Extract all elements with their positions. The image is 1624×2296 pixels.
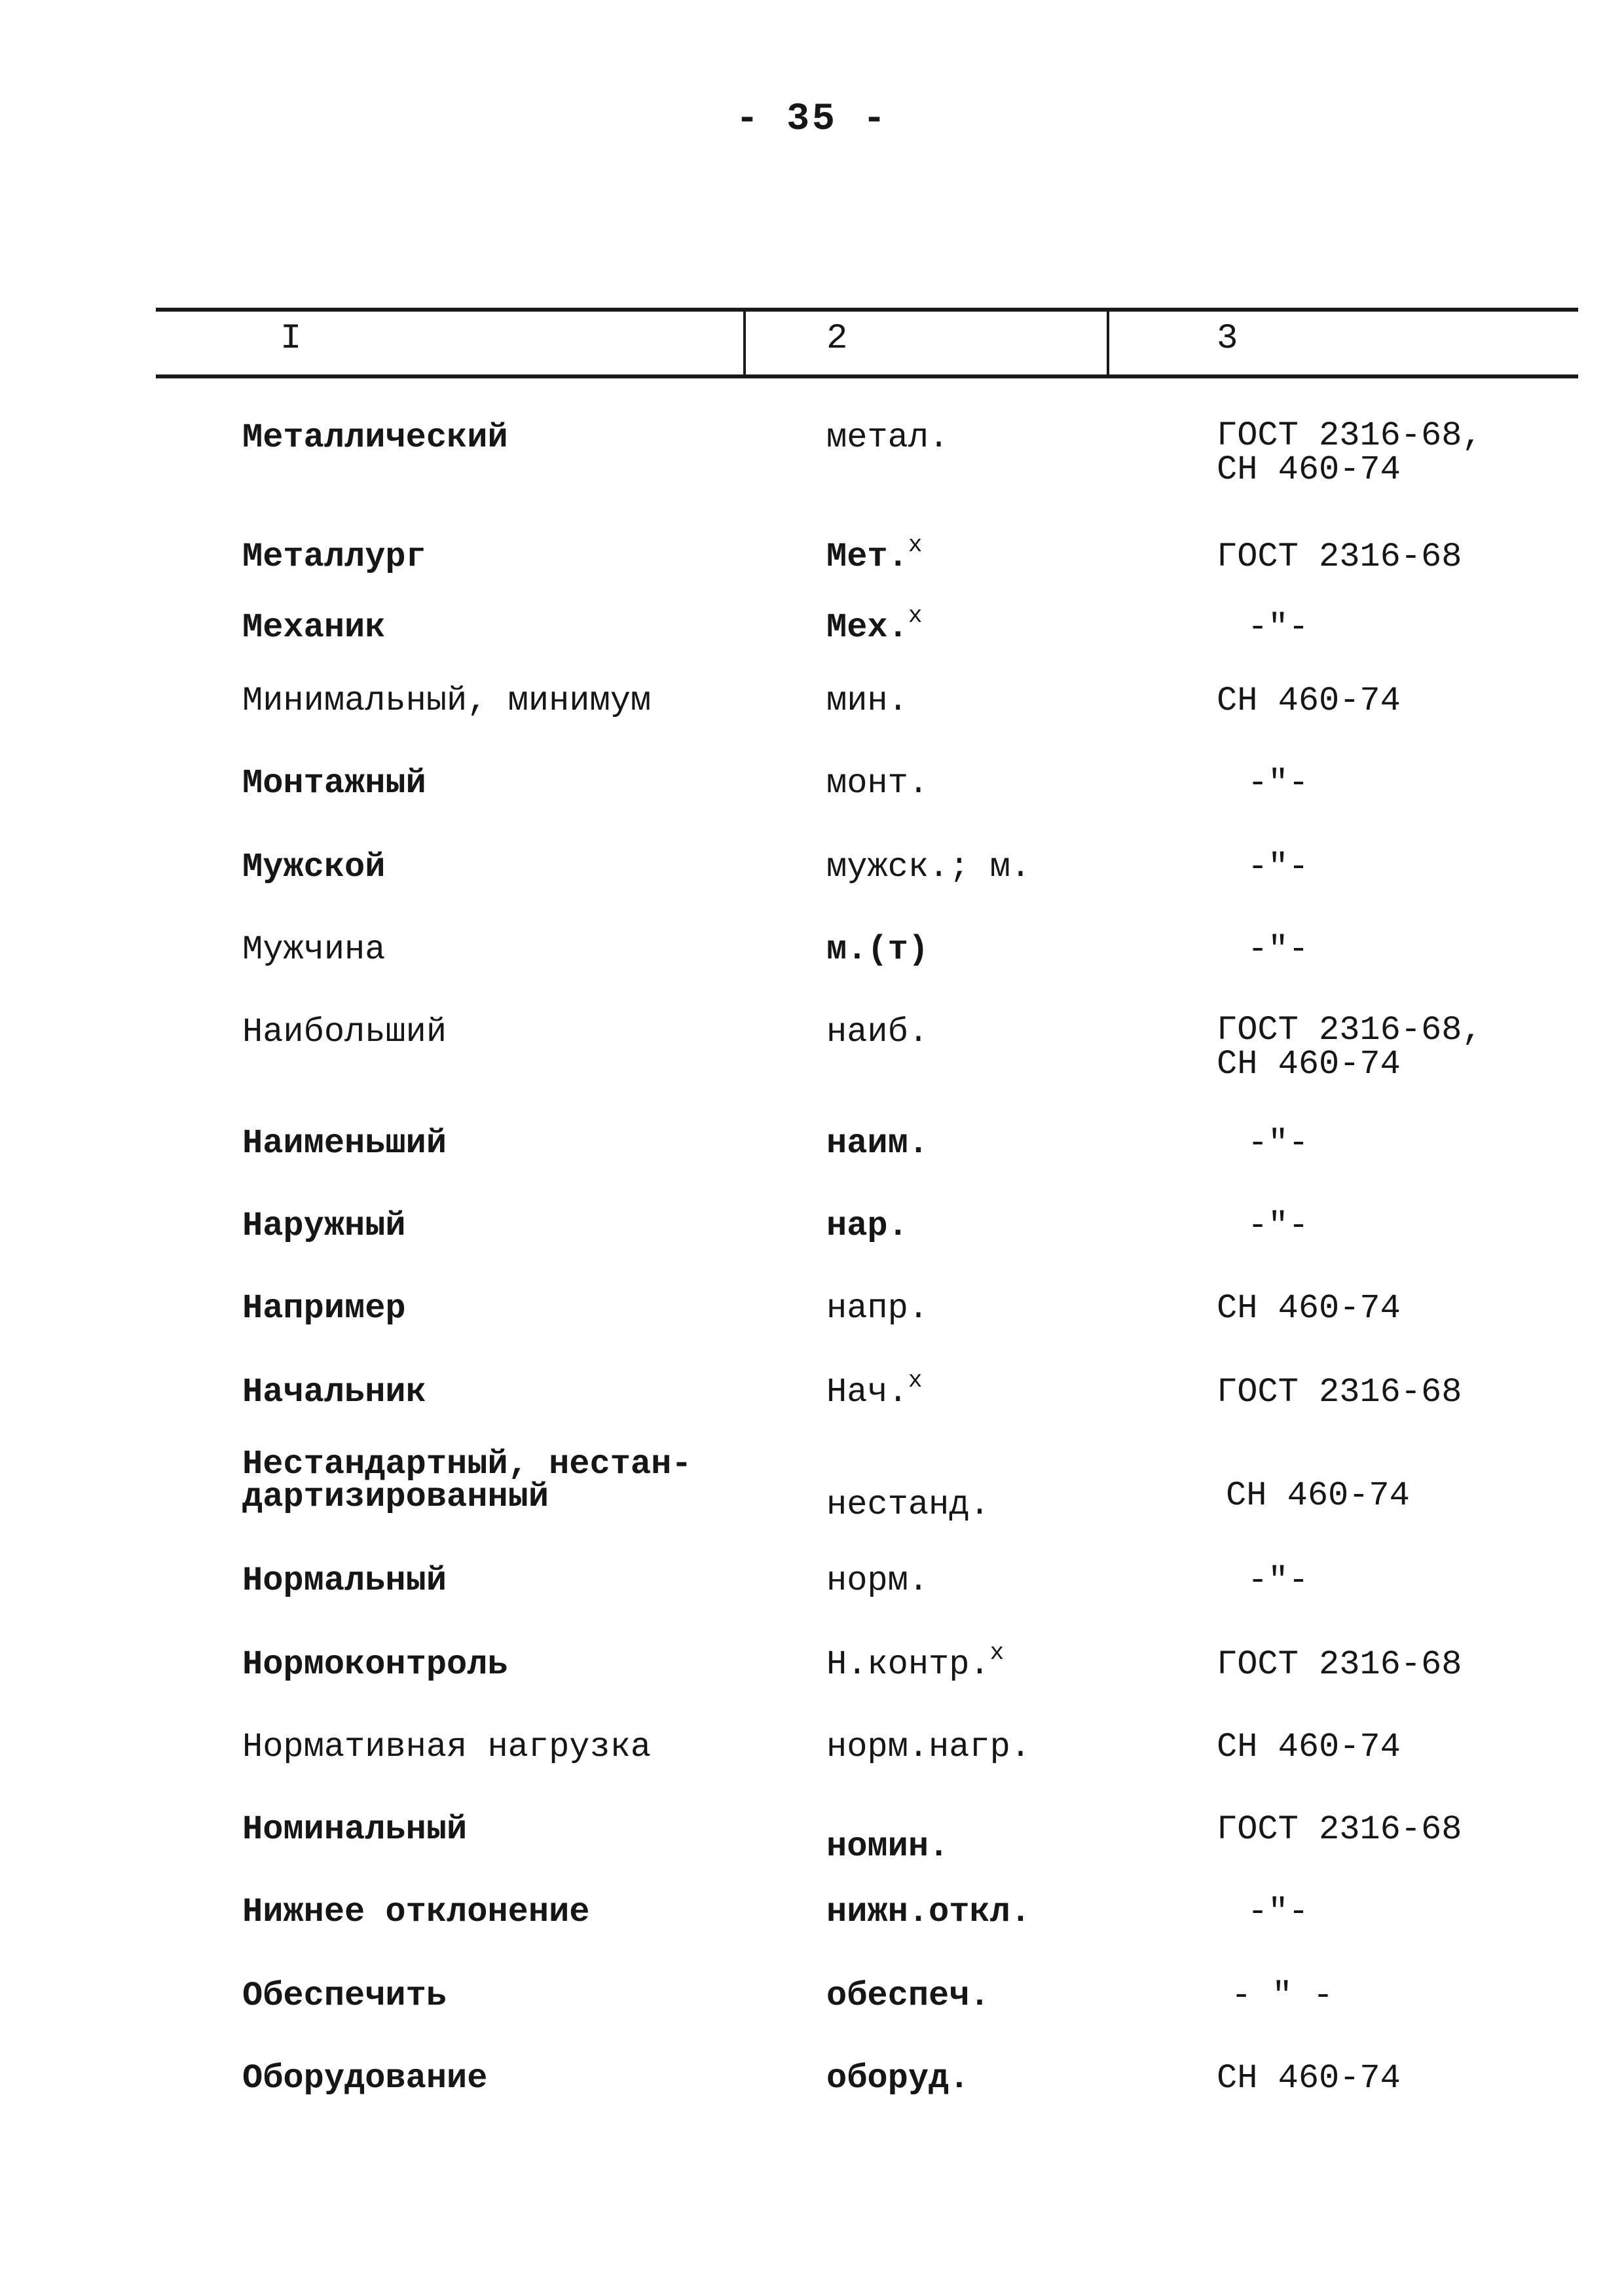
source-cell: -"- [1247,1124,1309,1163]
footnote-mark: x [908,1367,923,1394]
abbreviation-cell [826,931,1101,969]
abbreviation-text: наим. [826,1124,929,1163]
footnote-mark: x [908,602,923,629]
abbreviation-text: напр. [826,1289,929,1328]
abbreviation-cell [826,1013,1101,1051]
abbreviation-cell [826,532,1101,576]
term-cell: Нижнее отклонение [242,1893,590,1931]
source-cell: СН 460-74 [1217,1728,1401,1766]
source-cell: ГОСТ 2316-68, СН 460-74 [1217,416,1483,489]
abbreviation-text: метал. [826,418,950,457]
abbreviation-cell [826,1562,1101,1600]
source-cell: ГОСТ 2316-68 [1217,1373,1462,1412]
abbreviation-text: нар. [826,1207,908,1245]
abbreviation-text: монт. [826,764,929,803]
source-cell: ГОСТ 2316-68 [1217,538,1462,576]
source-cell: - " - [1231,1977,1334,2015]
term-cell: Минимальный, минимум [242,682,652,720]
term-cell: Номинальный [242,1810,468,1849]
source-cell: -"- [1247,608,1309,647]
term-cell: Нестандартный, нестан- дартизированный [242,1445,692,1516]
source-cell: -"- [1247,848,1309,886]
abbreviation-text: мин. [826,682,908,720]
term-cell: Оборудование [242,2059,488,2098]
abbreviation-text: обеспеч. [826,1977,990,2015]
source-cell: -"- [1247,1561,1309,1600]
term-cell: Монтажный [242,764,426,803]
abbreviation-text: наиб. [826,1013,929,1051]
column-divider-1 [743,308,746,378]
term-cell: Нормативная нагрузка [242,1728,652,1766]
abbreviation-cell [826,1290,1101,1328]
term-cell: Мужской [242,848,386,886]
term-cell: Мужчина [242,930,386,969]
abbreviation-cell [826,1893,1101,1931]
term-cell: Нормоконтроль [242,1645,508,1684]
abbreviation-text: нестанд. [826,1485,990,1524]
term-cell: Наружный [242,1207,406,1245]
source-cell: ГОСТ 2316-68 [1217,1645,1462,1684]
abbreviation-cell [826,2060,1101,2098]
abbreviation-text: норм.нагр. [826,1728,1031,1766]
footnote-mark: x [989,1639,1005,1666]
source-cell: -"- [1247,930,1309,969]
abbreviation-cell [826,1486,1101,1524]
footnote-mark: x [908,532,923,558]
abbreviation-cell [826,1728,1101,1766]
abbreviation-cell [826,848,1101,886]
term-cell: Обеспечить [242,1977,447,2015]
term-cell: Например [242,1289,406,1328]
source-cell: ГОСТ 2316-68 [1217,1810,1462,1849]
table-header-rule [156,374,1578,378]
page-number: - 35 - [735,98,889,141]
column-header-2: 2 [826,319,848,359]
abbreviation-text: номин. [826,1827,950,1866]
column-header-3: 3 [1217,319,1238,359]
abbreviation-cell [826,1367,1101,1412]
source-cell: ГОСТ 2316-68, СН 460-74 [1217,1011,1483,1084]
term-cell: Наименьший [242,1124,447,1163]
source-cell: СН 460-74 [1217,1289,1401,1328]
abbreviation-cell [826,1828,1101,1866]
abbreviation-text: Мет. [826,538,908,576]
source-cell: -"- [1247,1207,1309,1245]
abbreviation-cell [826,682,1101,720]
abbreviation-cell [826,1207,1101,1245]
table-top-rule [156,308,1578,312]
term-cell: Механик [242,608,386,647]
abbreviation-text: Мех. [826,608,908,647]
source-cell: СН 460-74 [1217,682,1401,720]
term-cell: Нормальный [242,1561,447,1600]
column-header-1: I [280,319,302,359]
term-cell: Металлический [242,418,508,457]
abbreviation-text: м.(т) [826,930,929,969]
abbreviation-text: оборуд. [826,2059,970,2098]
abbreviation-cell [826,602,1101,647]
abbreviation-text: нижн.откл. [826,1893,1031,1931]
term-cell: Начальник [242,1373,426,1412]
abbreviation-text: Нач. [826,1373,908,1412]
term-cell: Металлург [242,538,426,576]
abbreviation-cell [826,1125,1101,1163]
column-divider-2 [1107,308,1109,378]
abbreviation-cell [826,1977,1101,2015]
abbreviation-cell [826,765,1101,803]
abbreviation-cell [826,1639,1101,1684]
abbreviation-text: Н.контр. [826,1645,990,1684]
term-cell: Наибольший [242,1013,447,1051]
abbreviation-text: норм. [826,1561,929,1600]
source-cell: -"- [1247,1893,1309,1931]
source-cell: -"- [1247,764,1309,803]
abbreviation-text: мужск.; м. [826,848,1031,886]
source-cell: СН 460-74 [1226,1476,1410,1515]
abbreviation-cell [826,419,1101,457]
source-cell: СН 460-74 [1217,2059,1401,2098]
